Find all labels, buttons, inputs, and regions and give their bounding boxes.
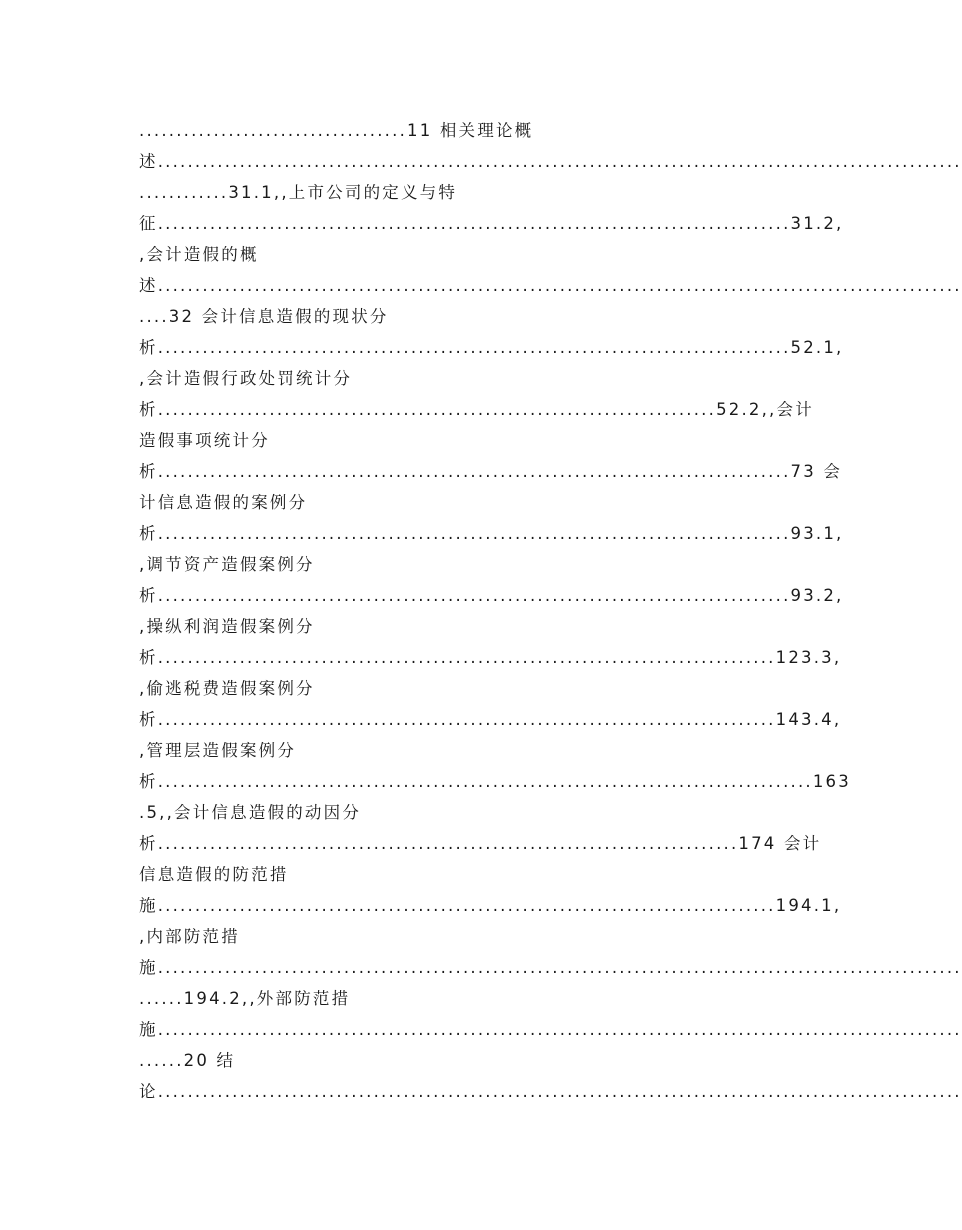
toc-line: 析.....................................................................................93.2, xyxy=(139,586,844,605)
toc-line: ,内部防范措 xyxy=(139,927,240,946)
table-of-contents xyxy=(139,115,962,1107)
toc-line: 施............................................................................................................ xyxy=(139,1020,962,1039)
toc-line: 信息造假的防范措 xyxy=(139,865,289,884)
toc-line: ,会计造假行政处罚统计分 xyxy=(139,369,353,388)
toc-line: .5,,会计信息造假的动因分 xyxy=(139,803,362,822)
toc-line: 述............................................................................................................ xyxy=(139,276,962,295)
toc-line: 析...........................................................................52.2,,会计 xyxy=(139,400,814,419)
toc-line: 施............................................................................................................ xyxy=(139,958,962,977)
toc-line: ............31.1,,上市公司的定义与特 xyxy=(139,183,458,202)
toc-line: 施...................................................................................194.1, xyxy=(139,896,842,915)
toc-line: ......194.2,,外部防范措 xyxy=(139,989,351,1008)
toc-line: ....32 会计信息造假的现状分 xyxy=(139,307,389,326)
toc-line: ,操纵利润造假案例分 xyxy=(139,617,315,636)
toc-line: ......20 结 xyxy=(139,1051,236,1070)
toc-line: ,会计造假的概 xyxy=(139,245,259,264)
toc-line: 论............................................................................................................ xyxy=(139,1082,962,1101)
toc-line: 析........................................................................................163 xyxy=(139,772,851,791)
toc-line: 造假事项统计分 xyxy=(139,431,270,450)
toc-line: ....................................11 相关理论概 xyxy=(139,121,534,140)
toc-line: 析.....................................................................................93.1, xyxy=(139,524,844,543)
toc-line: ,调节资产造假案例分 xyxy=(139,555,315,574)
toc-line: 析.....................................................................................73 会 xyxy=(139,462,843,481)
toc-line: ,偷逃税费造假案例分 xyxy=(139,679,315,698)
toc-line: 析...................................................................................143.4, xyxy=(139,710,842,729)
toc-line: 析.....................................................................................52.1, xyxy=(139,338,844,357)
toc-line: 计信息造假的案例分 xyxy=(139,493,308,512)
toc-line: ,管理层造假案例分 xyxy=(139,741,297,760)
toc-line: 析..............................................................................174 会计 xyxy=(139,834,822,853)
toc-line: 述............................................................................................................ xyxy=(139,152,962,171)
toc-line: 征.....................................................................................31.2, xyxy=(139,214,844,233)
toc-line: 析...................................................................................123.3, xyxy=(139,648,842,667)
